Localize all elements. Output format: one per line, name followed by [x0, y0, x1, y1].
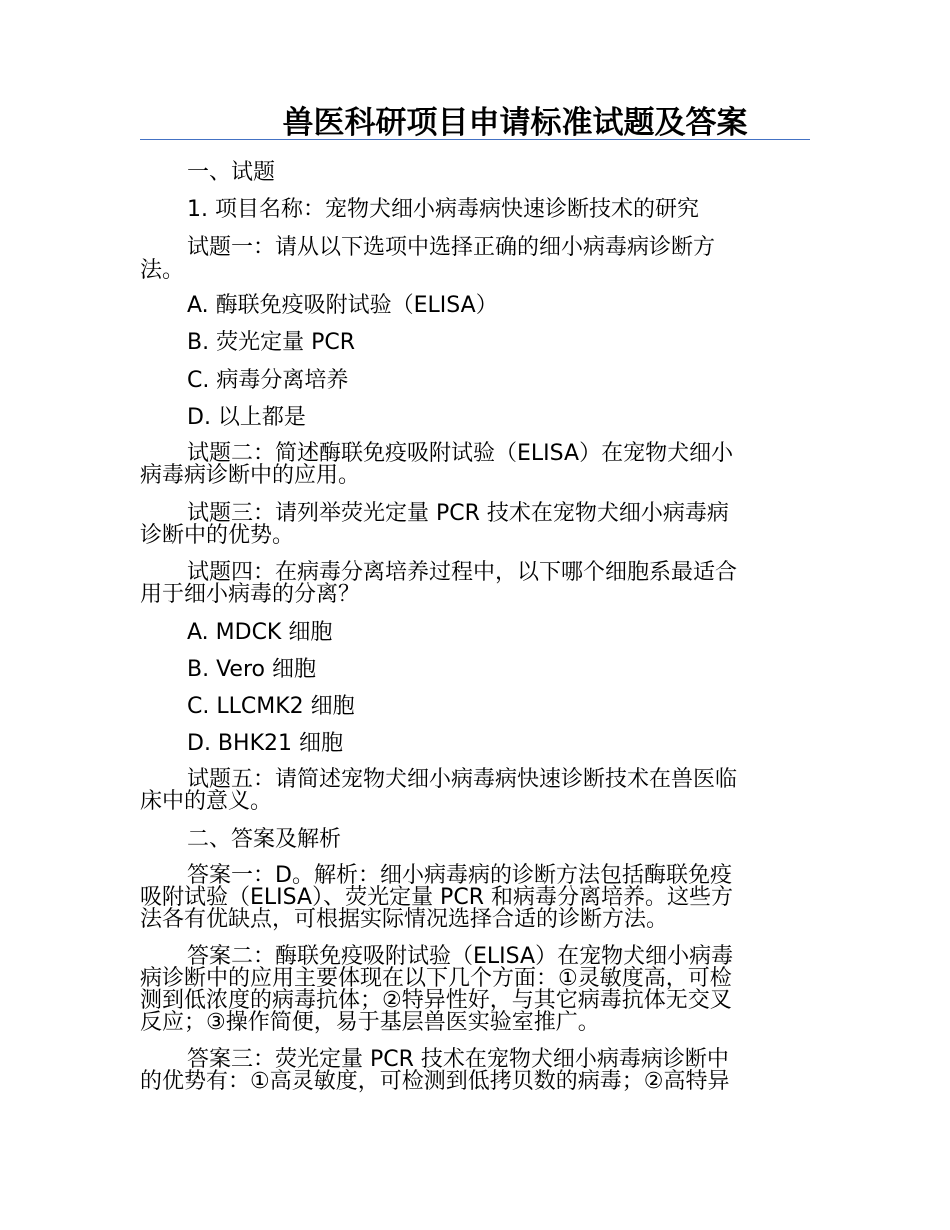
question-4-option-b: B. Vero 细胞 — [187, 657, 316, 682]
section-heading-answers: 二、答案及解析 — [187, 827, 342, 852]
question-2-line-1: 试题二：简述酶联免疫吸附试验（ELISA）在宠物犬细小 — [187, 441, 734, 466]
question-1-option-d: D. 以上都是 — [187, 405, 306, 430]
question-1-line-2: 法。 — [140, 258, 185, 283]
document-title: 兽医科研项目申请标准试题及答案 — [282, 105, 748, 141]
question-4-line-2: 用于细小病毒的分离？ — [140, 582, 361, 607]
answer-3-line-1: 答案三：荧光定量 PCR 技术在宠物犬细小病毒病诊断中 — [187, 1047, 729, 1072]
answer-2-line-3: 测到低浓度的病毒抗体；②特异性好，与其它病毒抗体无交叉 — [140, 988, 732, 1013]
question-5-line-2: 床中的意义。 — [140, 789, 273, 814]
question-1-option-c: C. 病毒分离培养 — [187, 368, 349, 393]
answer-1-line-2: 吸附试验（ELISA）、荧光定量 PCR 和病毒分离培养。这些方 — [140, 885, 733, 910]
answer-1-line-1: 答案一：D。解析：细小病毒病的诊断方法包括酶联免疫 — [187, 863, 732, 888]
title-underline — [140, 139, 810, 140]
answer-2-line-4: 反应；③操作简便，易于基层兽医实验室推广。 — [140, 1010, 600, 1035]
question-1-option-a: A. 酶联免疫吸附试验（ELISA） — [187, 293, 498, 318]
question-3-line-1: 试题三：请列举荧光定量 PCR 技术在宠物犬细小病毒病 — [187, 501, 729, 526]
question-3-line-2: 诊断中的优势。 — [140, 523, 295, 548]
answer-2-line-1: 答案二：酶联免疫吸附试验（ELISA）在宠物犬细小病毒 — [187, 944, 734, 969]
question-4-line-1: 试题四：在病毒分离培养过程中，以下哪个细胞系最适合 — [187, 560, 738, 585]
section-heading-questions: 一、试题 — [187, 160, 276, 185]
question-2-line-2: 病毒病诊断中的应用。 — [140, 463, 361, 488]
answer-2-line-2: 病诊断中的应用主要体现在以下几个方面：①灵敏度高，可检 — [140, 966, 732, 991]
question-4-option-a: A. MDCK 细胞 — [187, 620, 333, 645]
question-5-line-1: 试题五：请简述宠物犬细小病毒病快速诊断技术在兽医临 — [187, 767, 738, 792]
answer-1-line-3: 法各有优缺点，可根据实际情况选择合适的诊断方法。 — [140, 907, 669, 932]
question-1-line-1: 试题一：请从以下选项中选择正确的细小病毒病诊断方 — [187, 235, 716, 260]
answer-3-line-2: 的优势有：①高灵敏度，可检测到低拷贝数的病毒；②高特异 — [140, 1069, 730, 1094]
question-4-option-d: D. BHK21 细胞 — [187, 731, 343, 756]
question-4-option-c: C. LLCMK2 细胞 — [187, 694, 355, 719]
project-name: 1. 项目名称：宠物犬细小病毒病快速诊断技术的研究 — [187, 197, 699, 222]
question-1-option-b: B. 荧光定量 PCR — [187, 330, 355, 355]
